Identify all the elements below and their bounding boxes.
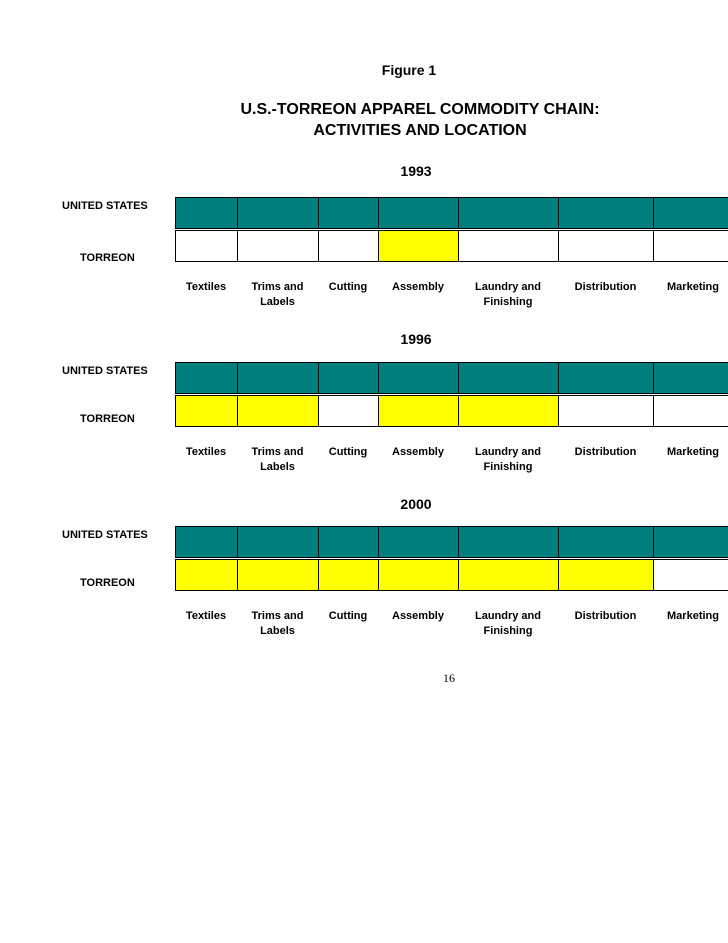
category-label-line: Finishing	[483, 625, 533, 637]
torreon-activity-cell	[458, 230, 558, 262]
category-label	[653, 280, 728, 310]
row-label-united-states: UNITED STATES	[62, 529, 148, 541]
category-label-line: Marketing	[667, 446, 719, 458]
category-label	[458, 445, 558, 475]
category-label	[558, 609, 653, 639]
page-number: 16	[443, 671, 455, 685]
torreon-activity-cell	[318, 559, 378, 591]
torreon-row-1993	[175, 230, 728, 262]
category-label	[458, 609, 558, 639]
category-label-line: Labels	[260, 625, 295, 637]
category-label-line: Textiles	[185, 281, 227, 293]
us-activity-cell	[237, 362, 318, 394]
torreon-row-2000	[175, 559, 728, 591]
category-label-line: Labels	[260, 461, 295, 473]
us-activity-cell	[237, 526, 318, 558]
category-label	[378, 609, 458, 639]
category-label-line: Finishing	[483, 461, 533, 473]
category-label-line: Assembly	[392, 446, 444, 458]
category-label-line: Distribution	[574, 446, 637, 458]
torreon-activity-cell	[175, 230, 237, 262]
torreon-activity-cell	[558, 559, 653, 591]
category-label-line: Finishing	[483, 296, 533, 308]
us-activity-cell	[378, 197, 458, 229]
panel-year: 1993	[400, 163, 432, 179]
category-label-line: Cutting	[328, 446, 368, 458]
category-labels-2000	[175, 609, 728, 639]
row-label-torreon: TORREON	[80, 577, 135, 589]
category-label-line: Trims and	[251, 281, 304, 293]
category-label	[558, 280, 653, 310]
title-line-2: ACTIVITIES AND LOCATION	[313, 122, 527, 139]
torreon-row-1996	[175, 395, 728, 427]
torreon-activity-cell	[378, 230, 458, 262]
category-label	[175, 445, 237, 475]
us-activity-cell	[558, 362, 653, 394]
us-activity-cell	[318, 197, 378, 229]
category-label-line: Trims and	[251, 610, 304, 622]
category-label-line: Laundry and	[474, 610, 541, 622]
torreon-activity-cell	[237, 230, 318, 262]
torreon-activity-cell	[458, 395, 558, 427]
category-label-line: Assembly	[392, 281, 444, 293]
us-activity-cell	[175, 362, 237, 394]
category-label	[318, 609, 378, 639]
us-activity-cell	[237, 197, 318, 229]
category-labels-1996	[175, 445, 728, 475]
panel-year: 2000	[400, 496, 432, 512]
category-label-line: Cutting	[328, 610, 368, 622]
category-label-line: Textiles	[185, 610, 227, 622]
category-label	[318, 280, 378, 310]
category-label	[653, 609, 728, 639]
torreon-activity-cell	[458, 559, 558, 591]
torreon-activity-cell	[175, 395, 237, 427]
category-label	[237, 609, 318, 639]
us-activity-cell	[458, 197, 558, 229]
us-activity-cell	[458, 362, 558, 394]
category-label	[378, 280, 458, 310]
torreon-activity-cell	[653, 230, 728, 262]
torreon-activity-cell	[378, 395, 458, 427]
category-label-line: Textiles	[185, 446, 227, 458]
category-label	[237, 280, 318, 310]
torreon-activity-cell	[558, 230, 653, 262]
panel-year: 1996	[400, 331, 432, 347]
torreon-activity-cell	[558, 395, 653, 427]
us-activity-cell	[175, 526, 237, 558]
us-activity-cell	[458, 526, 558, 558]
category-label	[378, 445, 458, 475]
us-activity-cell	[653, 362, 728, 394]
us-activity-cell	[378, 526, 458, 558]
category-label-line: Laundry and	[474, 281, 541, 293]
figure-title	[0, 99, 728, 141]
category-label-line: Cutting	[328, 281, 368, 293]
torreon-activity-cell	[237, 395, 318, 427]
category-label-line: Labels	[260, 296, 295, 308]
torreon-activity-cell	[653, 559, 728, 591]
torreon-activity-cell	[318, 395, 378, 427]
title-line-1: U.S.-TORREON APPAREL COMMODITY CHAIN:	[240, 101, 600, 118]
us-activity-cell	[558, 197, 653, 229]
us-activity-cell	[378, 362, 458, 394]
row-label-united-states: UNITED STATES	[62, 200, 148, 212]
torreon-activity-cell	[378, 559, 458, 591]
category-label	[458, 280, 558, 310]
us-row-1996	[175, 362, 728, 394]
category-label-line: Distribution	[574, 281, 637, 293]
category-label	[237, 445, 318, 475]
us-activity-cell	[653, 197, 728, 229]
us-activity-cell	[175, 197, 237, 229]
category-label-line: Assembly	[392, 610, 444, 622]
category-label-line: Marketing	[667, 610, 719, 622]
category-label	[175, 280, 237, 310]
category-label-line: Distribution	[574, 610, 637, 622]
category-label-line: Marketing	[667, 281, 719, 293]
torreon-activity-cell	[318, 230, 378, 262]
row-label-torreon: TORREON	[80, 252, 135, 264]
torreon-activity-cell	[175, 559, 237, 591]
us-activity-cell	[318, 526, 378, 558]
us-activity-cell	[558, 526, 653, 558]
row-label-torreon: TORREON	[80, 413, 135, 425]
us-row-2000	[175, 526, 728, 558]
category-label	[558, 445, 653, 475]
torreon-activity-cell	[237, 559, 318, 591]
category-labels-1993	[175, 280, 728, 310]
us-row-1993	[175, 197, 728, 229]
category-label-line: Laundry and	[474, 446, 541, 458]
figure-label: Figure 1	[381, 62, 437, 78]
category-label	[318, 445, 378, 475]
category-label	[653, 445, 728, 475]
us-activity-cell	[318, 362, 378, 394]
us-activity-cell	[653, 526, 728, 558]
category-label-line: Trims and	[251, 446, 304, 458]
category-label	[175, 609, 237, 639]
torreon-activity-cell	[653, 395, 728, 427]
row-label-united-states: UNITED STATES	[62, 365, 148, 377]
